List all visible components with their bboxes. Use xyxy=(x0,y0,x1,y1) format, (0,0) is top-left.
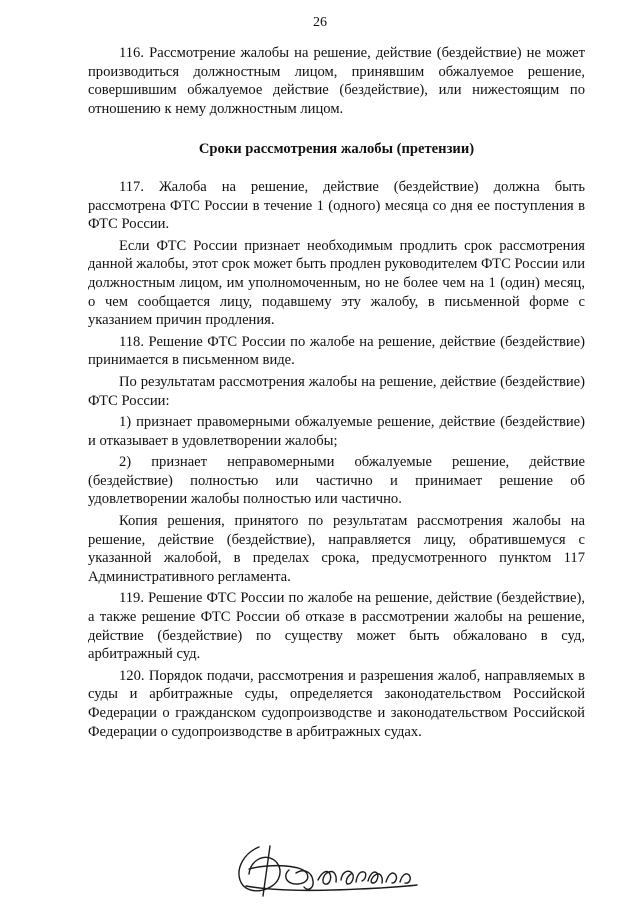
handwritten-signature xyxy=(226,838,422,900)
paragraph-117: 117. Жалоба на решение, действие (бездействие) должна быть рассмотрена ФТС России в течение 1 (одного) месяца со дня ее поступления в ФТС России. xyxy=(88,178,585,233)
paragraph-118: 118. Решение ФТС России по жалобе на решение, действие (бездействие) принимается в письменном виде. xyxy=(88,333,585,369)
paragraph-118-copy: Копия решения, принятого по результатам рассмотрения жалобы на решение, действие (бездействие), направляется лицу, обратившемуся с указанной жалобой, в пределах срока, предусмотренного пунктом 117 Административного регламента. xyxy=(88,513,585,585)
page-number: 26 xyxy=(313,15,327,30)
paragraph-116: 116. Рассмотрение жалобы на решение, действие (бездействие) не может производиться должностным лицом, принявшим обжалуемое решение, совершившим обжалуемое действие (бездействие), или нижестоящим по отношению к нему должностным лицом. xyxy=(88,45,585,117)
signature-mark xyxy=(226,838,422,900)
paragraph-117-extension: Если ФТС России признает необходимым продлить срок рассмотрения данной жалобы, этот срок может быть продлен руководителем ФТС России или должностным лицом, им уполномоченным, но не более чем на 1 (один) месяц, о чем сообщается лицу, подавшему эту жалобу, в письменной форме с указанием причин продления. xyxy=(88,237,586,329)
paragraph-119: 119. Решение ФТС России по жалобе на решение, действие (бездействие), а также решение ФТС России об отказе в рассмотрении жалобы на решение, действие (бездействие) по существу может быть обжаловано в суд, арбитражный суд. xyxy=(88,590,585,663)
paragraph-118-results: По результатам рассмотрения жалобы на решение, действие (бездействие) ФТС России: xyxy=(88,373,585,409)
paragraph-120: 120. Порядок подачи, рассмотрения и разрешения жалоб, направляемых в суды и арбитражные суды, определяется законодательством Российской Федерации о гражданском судопроизводстве и законодательством Российской Федерации о судопроизводстве в арбитражных судах. xyxy=(88,667,585,740)
paragraph-118-item-1: 1) признает правомерными обжалуемые решение, действие (бездействие) и отказывает в удовлетворении жалобы; xyxy=(88,414,585,449)
document-body xyxy=(88,44,585,741)
paragraph-118-item-2: 2) признает неправомерными обжалуемые решение, действие (бездействие) полностью или частично и принимает решение об удовлетворении жалобы полностью или частично. xyxy=(88,454,585,508)
section-heading: Сроки рассмотрения жалобы (претензии) xyxy=(198,141,475,158)
